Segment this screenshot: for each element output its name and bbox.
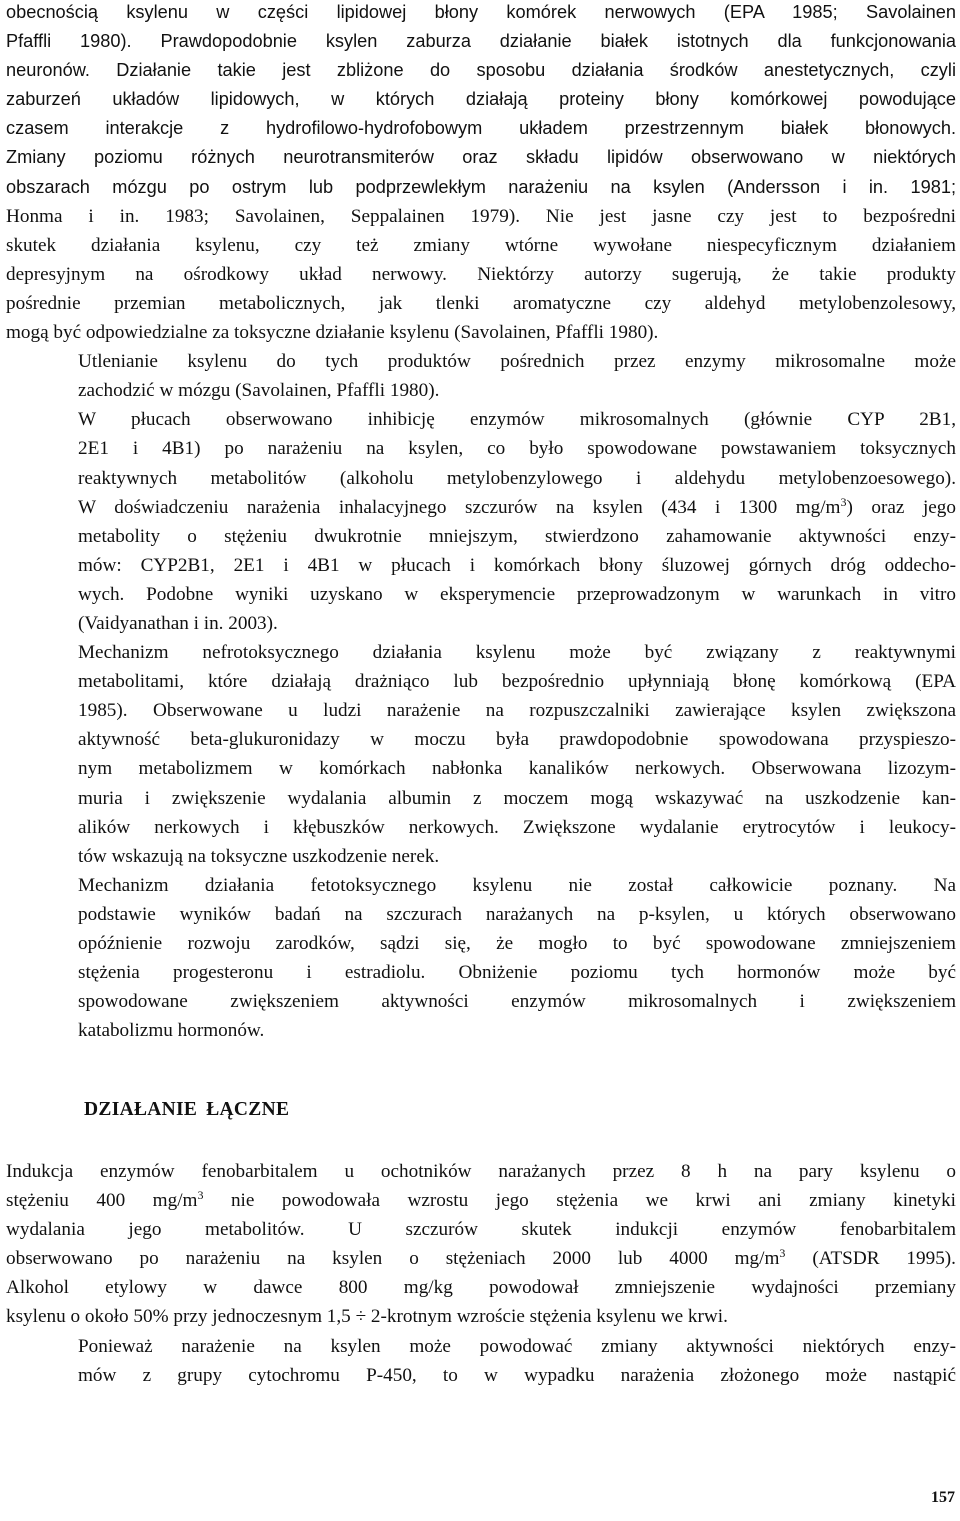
heading-word-2: ŁĄCZNE (206, 1099, 290, 1120)
section-heading (84, 1099, 298, 1121)
text-run: tów wskazują na toksyczne uszkodzenie nerek. (78, 845, 440, 867)
text-run: nym metabolizmem w komórkach nabłonka kanalików nerkowych. Obserwowana lizozym- (78, 758, 956, 780)
body-text-bottom (6, 1157, 956, 1390)
text-line (6, 958, 956, 987)
text-line (6, 493, 956, 522)
text-line (6, 0, 956, 27)
text-line (6, 1244, 956, 1273)
text-run: Mechanizm nefrotoksycznego działania ksylenu może być związany z reaktywnymi (78, 642, 956, 664)
text-run: (Vaidyanathan i in. 2003). (78, 612, 278, 634)
body-text-top (6, 0, 956, 1045)
paragraph (6, 1332, 956, 1390)
text-line (6, 1332, 956, 1361)
text-line (6, 609, 956, 638)
text-line (6, 842, 956, 871)
text-run: metabolity o stężeniu dwukrotnie mniejszym, stwierdzono zahamowanie aktywności enzy- (78, 525, 956, 547)
text-line (6, 114, 956, 143)
text-run: Pfaffli 1980). Prawdopodobnie ksylen zaburza działanie białek istotnych dla funkcjonowania (6, 31, 956, 52)
text-line (6, 696, 956, 725)
text-line (6, 173, 956, 202)
text-run: opóźnienie rozwoju zarodków, sądzi się, że mogło to być spowodowane zmniejszeniem (78, 933, 956, 954)
text-run: reaktywnych metabolitów (alkoholu metylobenzylowego i aldehydu metylobenzoesowego). (78, 467, 956, 489)
heading-word-1: DZIAŁANIE (84, 1099, 198, 1120)
text-run: ) oraz jego (846, 496, 956, 518)
paragraph (6, 405, 956, 638)
text-line (6, 667, 956, 696)
text-line (6, 56, 956, 85)
text-run: muria i zwiększenie wydalania albumin z moczem mogą wskazywać na uszkodzenie kan- (78, 787, 956, 809)
text-run: stężenia progesteronu i estradiolu. Obniżenie poziomu tych hormonów może być (78, 962, 956, 984)
text-line (6, 987, 956, 1016)
text-line (6, 638, 956, 667)
text-line (6, 871, 956, 900)
text-run: czasem interakcje z hydrofilowo-hydrofobowym układem przestrzennym białek błonowych. (6, 118, 956, 139)
text-run: katabolizmu hormonów. (78, 1020, 265, 1042)
text-line (6, 27, 956, 56)
text-line (6, 318, 956, 347)
text-run: metabolitami, które działają drażniąco lub bezpośrednio upłynniają błonę komórkową (EPA (78, 671, 956, 693)
text-run: mów z grupy cytochromu P-450, to w wypadku narażenia złożonego może nastąpić (78, 1364, 956, 1386)
paragraph (6, 1157, 956, 1332)
text-run: podstawie wyników badań na szczurach narażanych na p-ksylen, u których obserwowano (78, 903, 956, 925)
text-run: 1985). Obserwowane u ludzi narażenie na rozpuszczalniki zawierające ksylen zwiększona (78, 700, 956, 722)
text-run: nie powodowała wzrostu jego stężenia we krwi ani zmiany kinetyki (203, 1190, 956, 1212)
text-run: zaburzeń układów lipidowych, w których działają proteiny błony komórkowej powodujące (6, 89, 956, 110)
text-line (6, 1157, 956, 1186)
text-run: aktywność beta-glukuronidazy w moczu była prawdopodobnie spowodowana przyspieszo- (78, 729, 956, 751)
text-line (6, 1215, 956, 1244)
text-line (6, 1273, 956, 1302)
text-line (6, 376, 956, 405)
text-run: Zmiany poziomu różnych neurotransmiterów oraz składu lipidów obserwowano w niektórych (6, 147, 956, 168)
text-run: obszarach mózgu po ostrym lub podprzewlekłym narażeniu na ksylen (Andersson i in. 1981; (6, 176, 956, 197)
text-line (6, 405, 956, 434)
text-run: W doświadczeniu narażenia inhalacyjnego szczurów na ksylen (434 i 1300 mg/m (78, 496, 841, 518)
text-line (6, 725, 956, 754)
text-run: Utlenianie ksylenu do tych produktów pośrednich przez enzymy mikrosomalne może (78, 351, 956, 373)
text-run: mogą być odpowiedzialne za toksyczne działanie ksylenu (Savolainen, Pfaffli 1980). (6, 322, 659, 344)
text-run: skutek działania ksylenu, czy też zmiany wtórne wywołane niespecyficznym działaniem (6, 234, 956, 256)
text-run: spowodowane zwiększeniem aktywności enzymów mikrosomalnych i zwiększeniem (78, 991, 956, 1013)
text-run: (ATSDR 1995). (785, 1248, 956, 1270)
text-run: W płucach obserwowano inhibicję enzymów mikrosomalnych (głównie CYP 2B1, (78, 409, 956, 431)
text-line (6, 754, 956, 783)
text-run: pośrednie przemian metabolicznych, jak tlenki aromatyczne czy aldehyd metylobenzolesowy, (6, 292, 956, 314)
text-line (6, 289, 956, 318)
text-line (6, 522, 956, 551)
text-line (6, 1016, 956, 1045)
text-run: Honma i in. 1983; Savolainen, Seppalainen 1979). Nie jest jasne czy jest to bezpośredni (6, 205, 956, 227)
text-run: depresyjnym na ośrodkowy układ nerwowy. Niektórzy autorzy sugerują, że takie produkty (6, 263, 956, 285)
superscript: 3 (779, 1246, 786, 1261)
text-line (6, 929, 956, 958)
paragraph (6, 871, 956, 1046)
text-line (6, 551, 956, 580)
text-line (6, 1361, 956, 1390)
text-run: Indukcja enzymów fenobarbitalem u ochotników narażanych przez 8 h na pary ksylenu o (6, 1161, 956, 1182)
paragraph (6, 347, 956, 405)
text-run: Alkohol etylowy w dawce 800 mg/kg powodował zmniejszenie wydajności przemiany (6, 1277, 956, 1299)
text-line (6, 202, 956, 231)
superscript: 3 (840, 494, 847, 509)
text-line (6, 1186, 956, 1215)
superscript: 3 (197, 1188, 204, 1203)
paragraph (6, 638, 956, 871)
text-line (6, 231, 956, 260)
text-run: zachodzić w mózgu (Savolainen, Pfaffli 1980). (78, 380, 440, 402)
text-run: obserwowano po narażeniu na ksylen o stężeniach 2000 lub 4000 mg/m (6, 1248, 780, 1270)
page-number: 157 (931, 1489, 955, 1506)
text-run: Mechanizm działania fetotoksycznego ksylenu nie został całkowicie poznany. Na (78, 874, 956, 896)
text-run: Ponieważ narażenie na ksylen może powodować zmiany aktywności niektórych enzy- (78, 1335, 956, 1357)
text-run: neuronów. Działanie takie jest zbliżone do sposobu działania środków anestetycznych, czyli (6, 60, 956, 81)
text-line (6, 464, 956, 493)
text-run: 2E1 i 4B1) po narażeniu na ksylen, co było spowodowane powstawaniem toksycznych (78, 438, 956, 460)
text-run: ksylenu o około 50% przy jednoczesnym 1,5 ÷ 2-krotnym wzroście stężenia ksylenu we krwi. (6, 1306, 728, 1328)
text-run: mów: CYP2B1, 2E1 i 4B1 w płucach i komórkach błony śluzowej górnych dróg oddecho- (78, 554, 956, 576)
text-run: alików nerkowych i kłębuszków nerkowych. Zwiększone wydalanie erytrocytów i leukocy- (78, 816, 956, 838)
text-line (6, 260, 956, 289)
text-line (6, 1302, 956, 1331)
paragraph (6, 0, 956, 347)
text-line (6, 434, 956, 463)
text-run: obecnością ksylenu w części lipidowej błony komórek nerwowych (EPA 1985; Savolainen (6, 2, 956, 22)
text-run: wydalania jego metabolitów. U szczurów skutek indukcji enzymów fenobarbitalem (6, 1219, 956, 1241)
text-run: stężeniu 400 mg/m (6, 1190, 198, 1212)
text-line (6, 347, 956, 376)
text-line (6, 85, 956, 114)
text-line (6, 143, 956, 172)
text-line (6, 813, 956, 842)
text-line (6, 580, 956, 609)
text-run: wych. Podobne wyniki uzyskano w eksperymencie przeprowadzonym w warunkach in vitro (78, 583, 956, 605)
text-line (6, 784, 956, 813)
text-line (6, 900, 956, 929)
